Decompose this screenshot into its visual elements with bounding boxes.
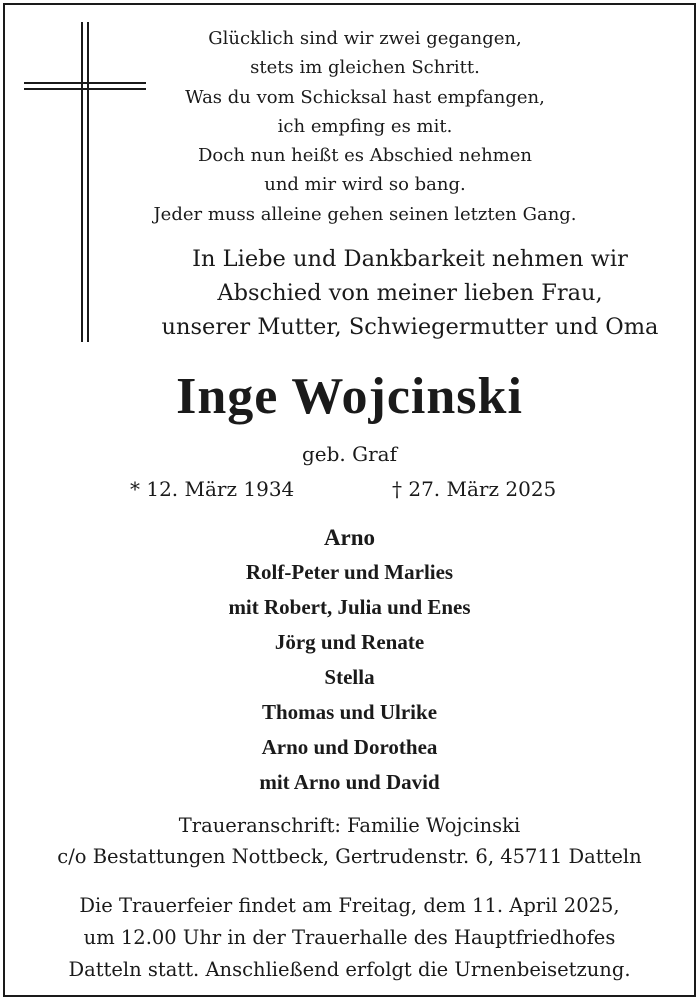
service-line: Die Trauerfeier findet am Freitag, dem 11. April 2025, [79,894,620,917]
intro-line: In Liebe und Dankbarkeit nehmen wir [192,246,628,272]
cross-icon [22,22,148,344]
poem-line: ich empfing es mit. [277,115,453,137]
intro-line: unserer Mutter, Schwiegermutter und Oma [161,314,659,340]
intro-text [140,242,680,344]
deceased-name: Inge Wojcinski [176,368,523,425]
service-line: um 12.00 Uhr in der Trauerhalle des Hauptfriedhofes [83,926,616,949]
mourning-address [0,810,699,872]
family-member: Thomas und Ulrike [261,700,438,724]
poem-line: stets im gleichen Schritt. [250,57,480,79]
service-line: Datteln statt. Anschließend erfolgt die Urnenbeisetzung. [68,958,631,981]
family-member: mit Arno und David [259,770,440,794]
address-line: Traueranschrift: Familie Wojcinski [178,814,521,837]
birth-name: geb. Graf [301,442,398,466]
family-member: Arno [323,525,376,550]
poem-line: Glücklich sind wir zwei gegangen, [208,28,522,49]
poem-line: Was du vom Schicksal hast empfangen, [185,86,545,108]
family-member: mit Robert, Julia und Enes [228,595,471,619]
poem-line: Jeder muss alleine gehen seinen letzten Gang. [153,203,577,225]
funeral-service-info [0,890,699,986]
poem [152,24,578,229]
address-line: c/o Bestattungen Nottbeck, Gertrudenstr. 6, 45711 Datteln [57,845,642,868]
poem-line: und mir wird so bang. [264,174,466,196]
intro-line: Abschied von meiner lieben Frau, [217,280,603,306]
family-member: Arno und Dorothea [261,735,438,759]
death-date: † 27. März 2025 [392,477,557,501]
poem-line: Doch nun heißt es Abschied nehmen [198,145,532,167]
family-list [0,520,699,800]
family-member: Jörg und Renate [274,630,425,654]
family-member: Stella [324,665,375,689]
birth-date: * 12. März 1934 [130,477,295,501]
family-member: Rolf-Peter und Marlies [245,560,454,584]
